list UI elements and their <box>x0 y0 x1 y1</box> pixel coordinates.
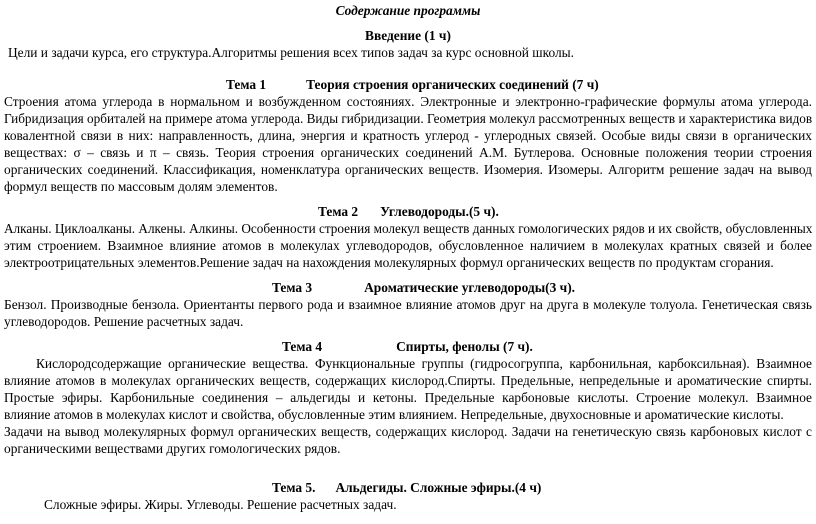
topic5-number: Тема 5. <box>272 480 316 495</box>
topic2-number: Тема 2 <box>318 204 359 219</box>
topic4-name: Спирты, фенолы (7 ч). <box>396 339 533 354</box>
topic4-line: Кислородсодержащие органические вещества. Функциональные группы (гидросогруппа, карбонильная, карбоксильная). Взаимное <box>36 356 812 371</box>
topic2-line: Алканы. Циклоалканы. Алкены. Алкины. Особенности строения молекул веществ данных гомологических рядов и их свойств, обусловленных <box>4 221 813 236</box>
topic2-line: электроотрицательных элементов.Решение задач на нахождения молекулярных формул органических веществ по продуктам сгорания. <box>4 255 774 270</box>
topic3-heading <box>272 279 812 296</box>
topic3-line: Бензол. Производные бензола. Ориентанты первого рода и взаимное влияние атомов друг на друга в молекуле толуола. Генетическая связь <box>4 297 812 312</box>
topic1-line: Гибридизация орбиталей на примере атома углерода. Виды гибридизации. Геометрия молекул рассмотренных веществ и характеристика видов <box>4 111 813 126</box>
topic5-heading <box>272 479 812 496</box>
topic1-name: Теория строения органических соединений (7 ч) <box>306 77 599 92</box>
topic4-line: Задачи на вывод молекулярных формул органических веществ, содержащих кислород. Задачи на генетическую связь карбоновых кислот с <box>4 424 812 439</box>
topic2-line: этим строением. Взаимное влияние атомов в молекулах углеводородов, обусловленное наличием в молекулах кратных связей и более <box>4 238 812 253</box>
intro-text: Цели и задачи курса, его структура.Алгоритмы решения всех типов задач за курс основной школы. <box>8 45 574 60</box>
topic5-name: Альдегиды. Сложные эфиры.(4 ч) <box>335 480 542 495</box>
topic3-name: Ароматические углеводороды(3 ч). <box>364 280 576 295</box>
page-title: Содержание программы <box>335 3 481 18</box>
topic4-line: Простые эфиры. Карбонильные соединения – альдегиды и кетоны. Предельные карбоновые кислоты. Строение молекул. Взаимное <box>4 390 812 405</box>
topic3-line: углеводородов. Решение расчетных задач. <box>4 314 244 329</box>
topic1-line: формул веществ по массовым долям элементов. <box>4 179 278 194</box>
topic1-line: веществах: σ – связь и π – связь. Теория строения органических соединений А.М. Бутлерова. Основные положения теории строения <box>4 145 812 160</box>
topic5-text: Сложные эфиры. Жиры. Углеводы. Решение расчетных задач. <box>44 497 397 512</box>
topic2-heading <box>318 203 812 220</box>
topic1-line: Строения атома углерода в нормальном и возбужденном состояниях. Электронные и электронно-графические формулы атома углерода. <box>4 94 812 109</box>
topic1-number: Тема 1 <box>226 77 267 92</box>
topic4-number: Тема 4 <box>282 339 323 354</box>
topic1-line: органических соединений. Классификация, номенклатура органических веществ. Изомерия. Изомеры. Алгоритм решение задач на вывод <box>4 162 812 177</box>
topic4-line: органическими веществами других гомологических рядов. <box>4 441 341 456</box>
topic4-heading <box>282 338 812 355</box>
topic3-number: Тема 3 <box>272 280 313 295</box>
topic2-name: Углеводороды.(5 ч). <box>380 204 499 219</box>
intro-heading: Введение (1 ч) <box>365 28 451 43</box>
topic4-line: влияние атомов в молекулах кислот и свойства, обусловленные этим влиянием. Непредельные, двухосновные и ароматические кислоты. <box>4 407 784 422</box>
topic4-line: влияние атомов в молекулах органических веществ, содержащих кислород.Спирты. Предельные, непредельные и ароматические спирты. <box>4 373 812 388</box>
topic1-line: ковалентной связи в них: направленность, длина, энергия и кратность углерод - углеродных связей. Особые виды связи в органических <box>4 128 812 143</box>
topic1-heading <box>226 76 812 93</box>
